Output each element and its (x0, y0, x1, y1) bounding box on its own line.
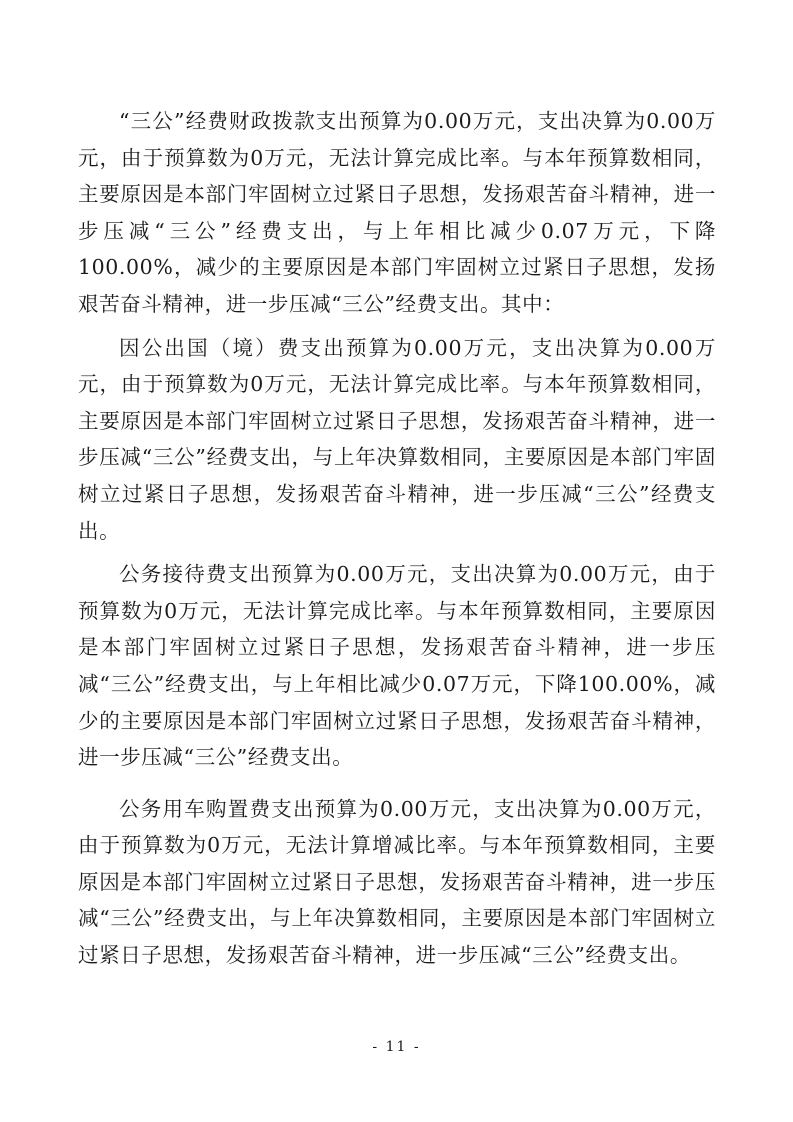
document-body (78, 103, 716, 974)
paragraph-three-public-expenses: “三公”经费财政拨款支出预算为0.00万元，支出决算为0.00万元，由于预算数为0万元，无法计算完成比率。与本年预算数相同，主要原因是本部门牢固树立过紧日子思想，发扬艰苦奋斗精神，进一步压减“三公”经费支出，与上年相比减少0.07万元，下降100.00%，减少的主要原因是本部门牢固树立过紧日子思想，发扬艰苦奋斗精神，进一步压减“三公”经费支出。其中： (78, 109, 716, 316)
paragraph-official-reception: 公务接待费支出预算为0.00万元，支出决算为0.00万元，由于预算数为0万元，无法计算完成比率。与本年预算数相同，主要原因是本部门牢固树立过紧日子思想，发扬艰苦奋斗精神，进一步压减“三公”经费支出，与上年相比减少0.07万元，下降100.00%，减少的主要原因是本部门牢固树立过紧日子思想，发扬艰苦奋斗精神，进一步压减“三公”经费支出。 (78, 562, 716, 770)
page-number: - 11 - (372, 1039, 421, 1055)
paragraph-vehicle-purchase: 公务用车购置费支出预算为0.00万元，支出决算为0.00万元，由于预算数为0万元，无法计算增减比率。与本年预算数相同，主要原因是本部门牢固树立过紧日子思想，发扬艰苦奋斗精神，进一步压减“三公”经费支出，与上年决算数相同，主要原因是本部门牢固树立过紧日子思想，发扬艰苦奋斗精神，进一步压减“三公”经费支出。 (78, 796, 716, 968)
paragraph-overseas-travel: 因公出国（境）费支出预算为0.00万元，支出决算为0.00万元，由于预算数为0万元，无法计算完成比率。与本年预算数相同，主要原因是本部门牢固树立过紧日子思想，发扬艰苦奋斗精神，进一步压减“三公”经费支出，与上年决算数相同，主要原因是本部门牢固树立过紧日子思想，发扬艰苦奋斗精神，进一步压减“三公”经费支出。 (78, 335, 716, 543)
